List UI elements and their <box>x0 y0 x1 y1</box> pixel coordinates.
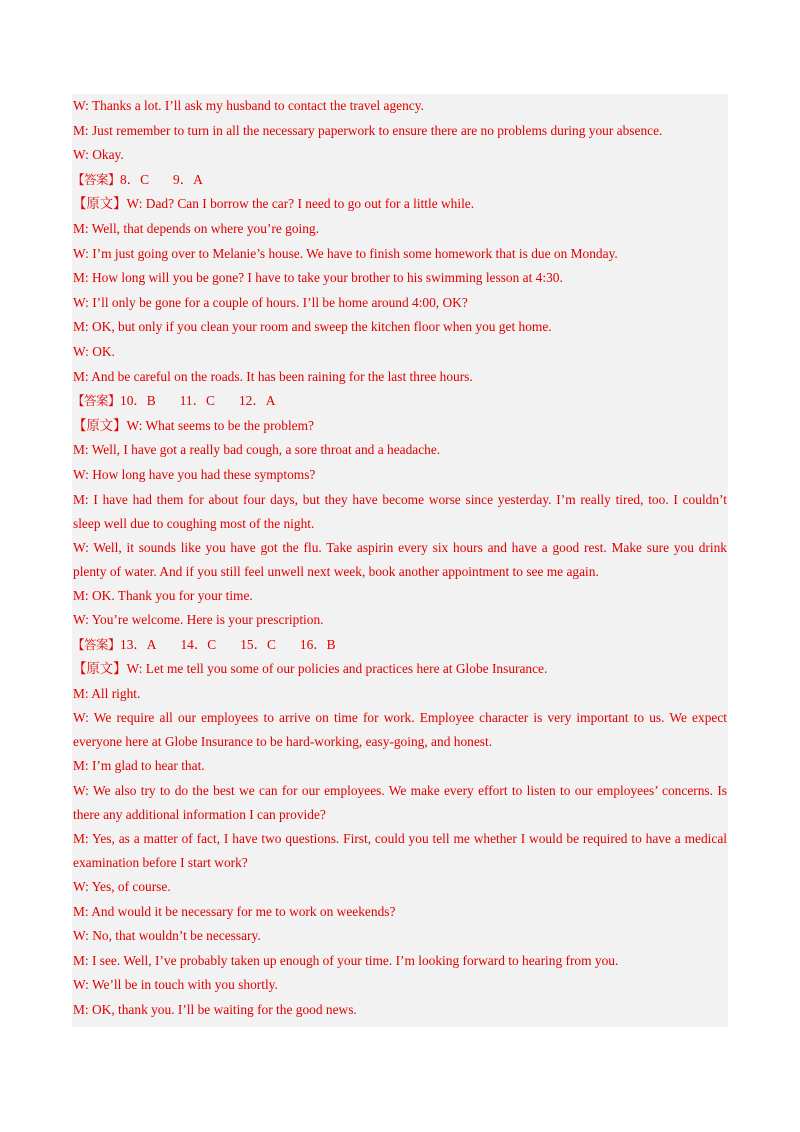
dialogue-paragraph: M: I have had them for about four days, but they have become worse since yesterday. I’m really tired, too. I couldn’t sleep well due to coughing most of the night. <box>73 491 727 531</box>
dialogue-line: W: I’ll only be gone for a couple of hours. I’ll be home around 4:00, OK? <box>73 294 468 310</box>
answer-item: 10．B <box>120 393 156 409</box>
dialogue-line: 【原文】W: Dad? Can I borrow the car? I need to go out for a little while. <box>73 196 475 212</box>
answer-item: 12．A <box>238 393 276 409</box>
dialogue-paragraph: M: Yes, as a matter of fact, I have two questions. First, could you tell me whether I would be required to have a medical examination before I start work? <box>73 831 727 871</box>
dialogue-line: W: You’re welcome. Here is your prescription. <box>73 612 324 628</box>
dialogue-line: 【原文】W: What seems to be the problem? <box>73 417 314 433</box>
dialogue-line: M: I see. Well, I’ve probably taken up enough of your time. I’m looking forward to hearing from you. <box>73 952 619 968</box>
dialogue-line: W: We’ll be in touch with you shortly. <box>73 977 278 993</box>
dialogue-line: W: OK. <box>73 343 115 359</box>
answer-item: 16．B <box>299 636 336 652</box>
dialogue-line: M: Well, I have got a really bad cough, a sore throat and a headache. <box>73 442 441 458</box>
dialogue-line: M: How long will you be gone? I have to take your brother to his swimming lesson at 4:30. <box>73 270 563 286</box>
dialogue-paragraph: W: Well, it sounds like you have got the flu. Take aspirin every six hours and have a good rest. Make sure you drink plenty of water. And if you still feel unwell next week, book another appointment to see me again. <box>73 539 727 579</box>
answer-item: 9．A <box>173 171 203 187</box>
dialogue-line: W: Yes, of course. <box>73 879 171 895</box>
dialogue-line: W: Thanks a lot. I’ll ask my husband to contact the travel agency. <box>73 98 424 113</box>
dialogue-line: M: I’m glad to hear that. <box>73 758 205 774</box>
dialogue-paragraph: W: We also try to do the best we can for our employees. We make every effort to listen to our employees’ concerns. Is there any additional information I can provide? <box>73 783 727 823</box>
dialogue-line: M: And be careful on the roads. It has been raining for the last three hours. <box>73 368 473 384</box>
answer-label: 【答案】 <box>72 636 121 652</box>
answer-item: 14．C <box>180 636 217 652</box>
answer-item: 11．C <box>179 393 215 409</box>
dialogue-line: 【原文】W: Let me tell you some of our policies and practices here at Globe Insurance. <box>73 661 548 677</box>
dialogue-line: M: Well, that depends on where you’re going. <box>73 220 319 236</box>
answer-key-line <box>72 633 728 658</box>
dialogue-line: M: All right. <box>73 685 141 701</box>
dialogue-paragraph: W: We require all our employees to arrive on time for work. Employee character is very important to us. We expect everyone here at Globe Insurance to be hard-working, easy-going, and honest. <box>73 710 727 750</box>
dialogue-line: M: OK, but only if you clean your room and sweep the kitchen floor when you get home. <box>73 319 552 335</box>
dialogue-line: M: Just remember to turn in all the necessary paperwork to ensure there are no problems during your absence. <box>73 122 663 138</box>
dialogue-line: M: And would it be necessary for me to work on weekends? <box>73 903 396 919</box>
answer-key-line <box>72 389 728 414</box>
dialogue-line: W: I’m just going over to Melanie’s house. We have to finish some homework that is due on Monday. <box>73 245 618 261</box>
answer-item: 15．C <box>240 636 276 652</box>
answer-item: 13．A <box>120 636 157 652</box>
answer-item: 8．C <box>120 171 150 187</box>
dialogue-line: M: OK. Thank you for your time. <box>73 587 253 603</box>
dialogue-line: W: How long have you had these symptoms? <box>73 466 316 482</box>
answer-key-line <box>72 168 728 193</box>
dialogue-line: W: No, that wouldn’t be necessary. <box>73 928 261 944</box>
answer-label: 【答案】 <box>72 393 121 409</box>
dialogue-line: W: Okay. <box>73 147 124 163</box>
transcript-text-block <box>72 94 728 1027</box>
answer-label: 【答案】 <box>72 171 121 187</box>
dialogue-line: M: OK, thank you. I’ll be waiting for the good news. <box>73 1002 357 1018</box>
